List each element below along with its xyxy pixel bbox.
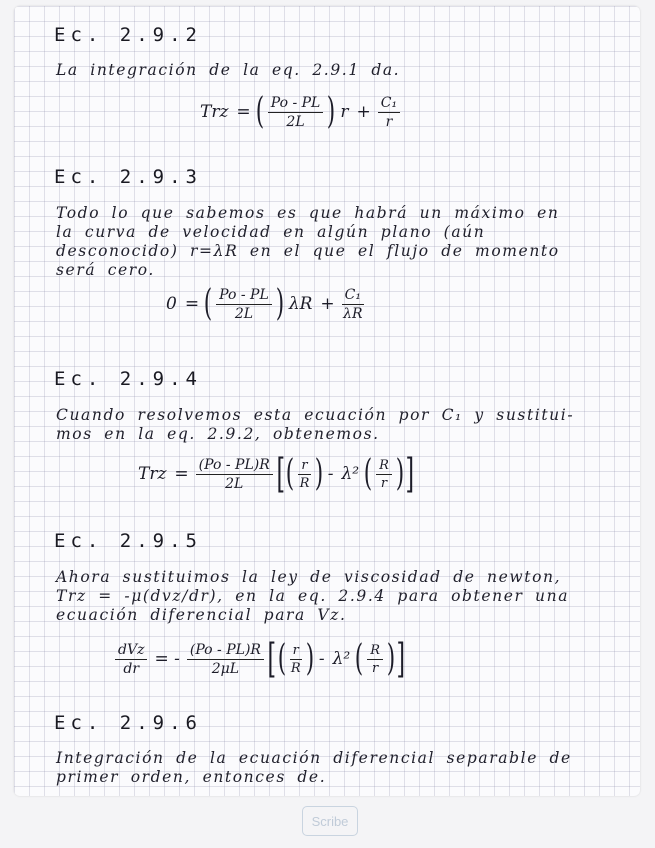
text-line: Ahora sustituimos la ley de viscosidad de newton, bbox=[56, 568, 562, 586]
eq-lhs: Trz bbox=[200, 102, 229, 122]
pressure-fraction bbox=[187, 642, 264, 677]
close-paren: ) bbox=[305, 638, 315, 679]
frac-numerator: C₁ bbox=[378, 95, 400, 113]
notebook-page bbox=[14, 6, 640, 796]
frac-denominator: 2L bbox=[225, 475, 244, 492]
section-heading-5: Ec. 2.9.6 bbox=[54, 712, 202, 734]
open-bracket: [ bbox=[276, 451, 285, 497]
radius-ratio bbox=[290, 643, 302, 676]
close-paren: ) bbox=[386, 638, 396, 679]
frac-denominator: 2L bbox=[234, 305, 254, 322]
text-line: será cero. bbox=[56, 261, 155, 279]
open-paren: ( bbox=[355, 638, 364, 679]
frac-numerator: r bbox=[298, 458, 310, 475]
frac-denominator: r bbox=[380, 475, 388, 491]
equation-2-9-3 bbox=[162, 283, 367, 324]
inverse-radius-ratio bbox=[376, 458, 392, 491]
text-line: ecuación diferencial para Vz. bbox=[56, 606, 347, 624]
eq-equals: = bbox=[174, 464, 189, 484]
section-text-1 bbox=[56, 61, 616, 80]
frac-numerator: C₁ bbox=[342, 287, 364, 305]
frac-numerator: Po - PL bbox=[216, 287, 272, 305]
frac-numerator: dVz bbox=[115, 642, 147, 660]
pressure-fraction bbox=[196, 457, 273, 492]
inverse-radius-ratio bbox=[367, 643, 383, 676]
eq-plus: + bbox=[320, 294, 335, 314]
frac-numerator: R bbox=[376, 458, 392, 475]
frac-denominator: r bbox=[372, 660, 379, 676]
section-heading-1: Ec. 2.9.2 bbox=[54, 24, 202, 46]
open-paren: ( bbox=[255, 91, 264, 132]
frac-denominator: R bbox=[299, 475, 310, 491]
eq-equals: = bbox=[184, 294, 200, 314]
equation-2-9-5 bbox=[112, 636, 406, 682]
radius-ratio bbox=[298, 458, 310, 491]
close-paren: ) bbox=[314, 453, 323, 494]
section-heading-4: Ec. 2.9.5 bbox=[54, 530, 202, 552]
eq-lhs: 0 bbox=[166, 294, 177, 314]
open-paren: ( bbox=[286, 453, 295, 494]
eq-lambda-sq: λ² bbox=[341, 464, 360, 484]
text-line: Todo lo que sabemos es que habrá un máximo en bbox=[56, 204, 560, 222]
frac-denominator: R bbox=[290, 660, 301, 676]
frac-denominator: dr bbox=[123, 660, 140, 677]
frac-numerator: R bbox=[367, 643, 383, 660]
eq-r: r bbox=[340, 102, 349, 122]
close-paren: ) bbox=[327, 91, 336, 132]
open-paren: ( bbox=[277, 638, 286, 679]
eq-lhs: Trz bbox=[138, 464, 167, 484]
section-text-5 bbox=[56, 749, 616, 787]
text-line: Integración de la ecuación diferencial separable de bbox=[56, 749, 572, 767]
section-heading-3: Ec. 2.9.4 bbox=[54, 368, 202, 390]
text-line: Trz = -μ(dvz/dr), en la eq. 2.9.4 para obtener una bbox=[56, 587, 570, 605]
text-line: Cuando resolvemos esta ecuación por C₁ y sustitui- bbox=[56, 406, 575, 424]
equation-2-9-4 bbox=[134, 451, 415, 497]
pressure-fraction bbox=[268, 95, 324, 130]
text-line: primer orden, entonces de. bbox=[56, 768, 327, 786]
scribd-logo: Scribe bbox=[302, 806, 358, 836]
open-paren: ( bbox=[203, 283, 213, 324]
open-paren: ( bbox=[363, 453, 373, 494]
equation-2-9-2 bbox=[196, 91, 403, 132]
text-line: La integración de la eq. 2.9.1 da. bbox=[56, 61, 401, 79]
eq-minus: - bbox=[318, 649, 325, 669]
eq-plus: + bbox=[356, 102, 371, 122]
close-bracket: ] bbox=[405, 451, 415, 497]
text-line: mos en la eq. 2.9.2, obtenemos. bbox=[56, 425, 380, 443]
frac-numerator: r bbox=[290, 643, 302, 660]
section-text-4 bbox=[56, 568, 616, 625]
constant-fraction bbox=[378, 95, 400, 130]
eq-equals: = bbox=[236, 102, 251, 122]
constant-fraction bbox=[342, 287, 364, 322]
frac-numerator: (Po - PL)R bbox=[196, 457, 273, 475]
section-text-3 bbox=[56, 406, 616, 444]
eq-equals: = - bbox=[154, 649, 180, 669]
frac-denominator: 2μL bbox=[211, 660, 240, 677]
close-bracket: ] bbox=[396, 636, 406, 682]
frac-numerator: Po - PL bbox=[268, 95, 324, 113]
frac-numerator: (Po - PL)R bbox=[187, 642, 264, 660]
section-heading-2: Ec. 2.9.3 bbox=[54, 166, 202, 188]
eq-lambda-sq: λ² bbox=[332, 649, 351, 669]
text-line: desconocido) r=λR en el que el flujo de momento bbox=[56, 242, 560, 260]
frac-denominator: r bbox=[385, 113, 393, 130]
section-text-2 bbox=[56, 204, 616, 280]
eq-lambda-r: λR bbox=[288, 294, 313, 314]
close-paren: ) bbox=[395, 453, 405, 494]
frac-denominator: λR bbox=[343, 305, 363, 322]
eq-minus: - bbox=[327, 464, 334, 484]
frac-denominator: 2L bbox=[286, 113, 305, 130]
open-bracket: [ bbox=[267, 636, 277, 682]
derivative-fraction bbox=[115, 642, 147, 677]
close-paren: ) bbox=[275, 283, 285, 324]
text-line: la curva de velocidad en algún plano (aún bbox=[56, 223, 486, 241]
pressure-fraction bbox=[216, 287, 272, 322]
